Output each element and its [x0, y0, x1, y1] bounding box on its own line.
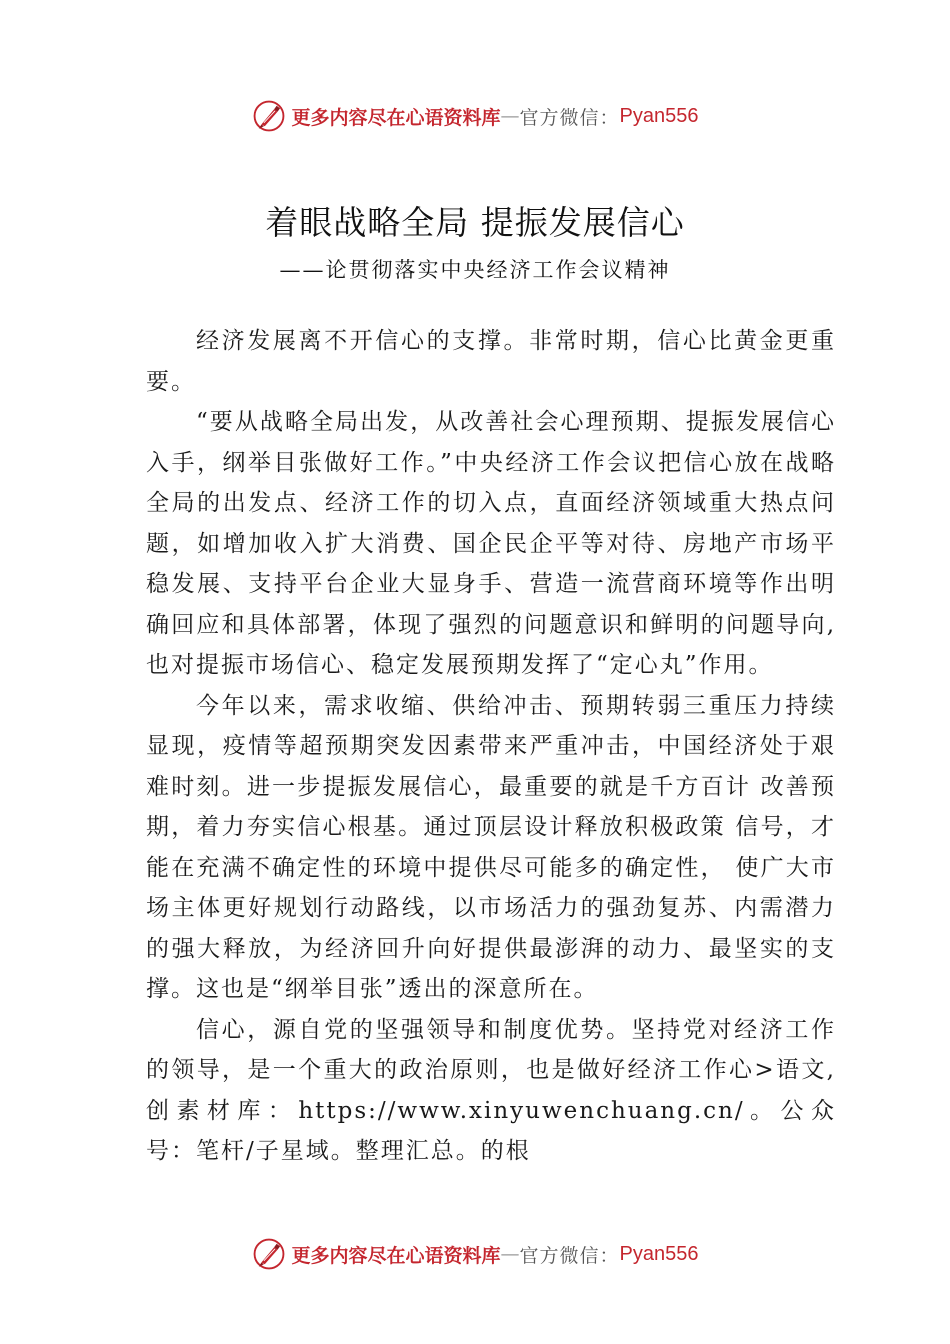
paragraph: 经济发展离不开信心的支撑。非常时期，信心比黄金更重要。: [146, 328, 836, 395]
article-subtitle: ——论贯彻落实中央经济工作会议精神: [279, 258, 671, 282]
article-body: [146, 321, 836, 1172]
fountain-pen-logo-icon: [252, 1237, 286, 1271]
article-title: 着眼战略全局 提振发展信心: [265, 203, 685, 242]
header-banner: [0, 96, 950, 136]
fountain-pen-logo-icon: [252, 99, 286, 133]
banner-wechat-label: 官方微信：: [519, 106, 620, 129]
banner-site-name: 更多内容尽在心语资料库: [291, 106, 501, 129]
banner-dash: —: [500, 105, 520, 127]
paragraph: 信心，源自党的坚强领导和制度优势。坚持党对经济工作的领导，是一个重大的政治原则，也是做好经济工作心>语文,创素材库：https://www.xinyuwenchuang.cn/。公众号：笔杆/子星域。整理汇总。的根: [146, 1016, 836, 1164]
paragraph: 今年以来，需求收缩、供给冲击、预期转弱三重压力持续显现，疫情等超预期突发因素带来严重冲击，中国经济处于艰难时刻。进一步提振发展信心，最重要的就是千方百计 改善预期，着力夯实信心根基。通过顶层设计释放积极政策 信号，才能在充满不确定性的环境中提供尽可能多的确定性， 使广大市场主体更好规划行动路线，以市场活力的强劲复苏、内需潜力的强大释放，为经济回升向好提供最澎湃的动力、最坚实的支撑。这也是“纲举目张”透出的深意所在。: [146, 692, 836, 1002]
banner-dash: —: [500, 1243, 520, 1265]
paragraph: “要从战略全局出发，从改善社会心理预期、提振发展信心入手，纲举目张做好工作。”中央经济工作会议把信心放在战略全局的出发点、经济工作的切入点，直面经济领域重大热点问题，如增加收入扩大消费、国企民企平等对待、房地产市场平稳发展、支持平台企业大显身手、营造一流营商环境等作出明确回应和具体部署，体现了强烈的问题意识和鲜明的问题导向,也对提振市场信心、稳定发展预期发挥了“定心丸”作用。: [146, 409, 836, 678]
banner-wechat-id: Pyan556: [619, 1242, 699, 1265]
banner-site-name: 更多内容尽在心语资料库: [291, 1244, 501, 1267]
banner-wechat-label: 官方微信：: [519, 1244, 620, 1267]
banner-wechat-id: Pyan556: [619, 104, 699, 127]
footer-banner: [0, 1234, 950, 1274]
